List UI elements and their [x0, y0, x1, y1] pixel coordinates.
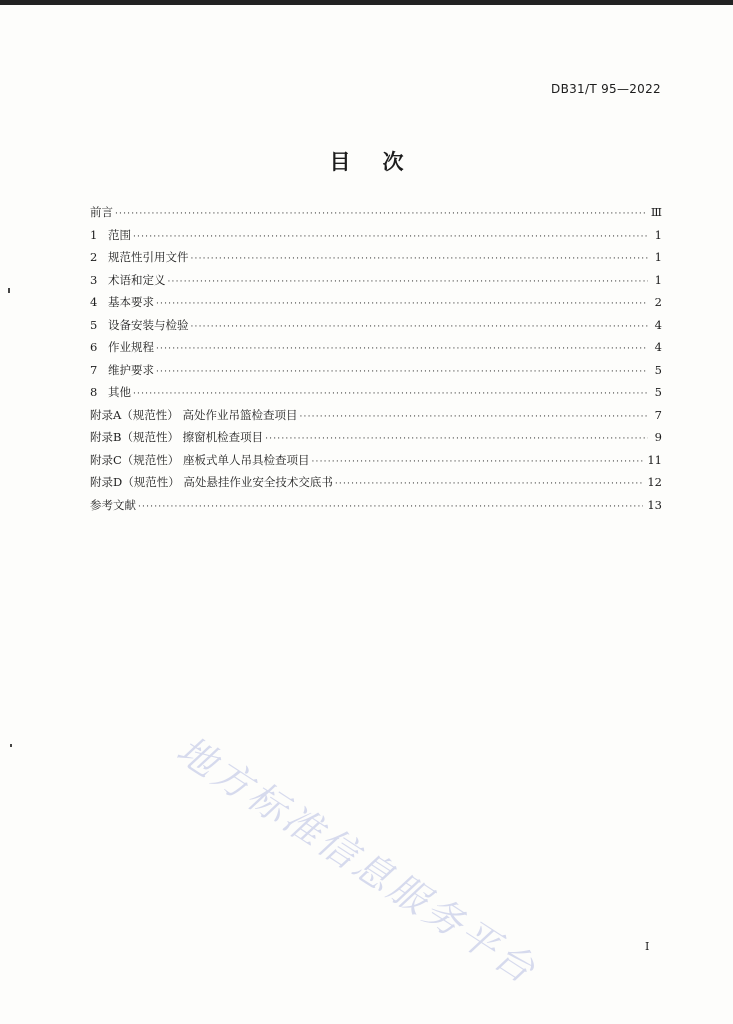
toc-leader-dots: [299, 412, 648, 422]
page-title-text: 目次: [329, 150, 436, 174]
toc-entry-text: 其他: [108, 385, 131, 399]
toc-leader-dots: [138, 502, 643, 512]
toc-entry-text: 术语和定义: [108, 272, 166, 287]
toc-entry-page: 4: [654, 317, 662, 332]
toc-entry-page: 7: [654, 407, 662, 422]
toc-entry[interactable]: [90, 249, 662, 272]
toc-entry-label: [90, 272, 168, 288]
toc-leader-dots: [335, 479, 643, 489]
toc-entry-number: 4: [90, 295, 98, 309]
scan-artifact: [10, 744, 12, 747]
toc-entry-page: 1: [654, 272, 662, 287]
toc-leader-dots: [156, 299, 648, 309]
toc-entry-page: 9: [654, 430, 662, 444]
toc-entry-page: 1: [654, 250, 662, 264]
toc-entry-number: 5: [90, 317, 98, 332]
toc-entry[interactable]: [90, 429, 662, 452]
toc-entry-page: 13: [647, 497, 662, 512]
toc-entry-text: 附录D（规范性） 高处悬挂作业安全技术交底书: [90, 475, 333, 489]
toc-entry-label: [90, 429, 265, 445]
toc-entry-text: 附录B（规范性） 擦窗机检查项目: [90, 430, 264, 444]
toc-entry[interactable]: [90, 384, 662, 407]
toc-entry-number: 2: [90, 250, 98, 264]
toc-leader-dots: [156, 367, 648, 377]
top-rule: [0, 0, 733, 5]
document-code: DB31/T 95—2022: [551, 82, 661, 96]
toc-entry-label: [90, 294, 156, 310]
toc-entry-number: 7: [90, 362, 98, 377]
toc-entry-number: 3: [90, 272, 98, 287]
watermark: 地方标准信息服务平台: [169, 727, 546, 994]
toc-entry[interactable]: [90, 452, 662, 475]
toc-entry[interactable]: [90, 317, 662, 340]
toc-leader-dots: [115, 209, 647, 219]
toc-entry-page: 5: [654, 385, 662, 399]
toc-entry-label: [90, 474, 335, 490]
toc-entry-label: [90, 227, 133, 243]
toc-entry-label: [90, 452, 311, 468]
toc-entry[interactable]: [90, 407, 662, 430]
toc-leader-dots: [133, 232, 648, 242]
toc-entry-label: [90, 384, 133, 400]
toc-entry[interactable]: [90, 227, 662, 250]
toc-entry-number: 6: [90, 340, 98, 354]
toc-entry-text: 维护要求: [108, 362, 154, 377]
toc-entry-text: 设备安装与检验: [108, 317, 189, 332]
toc-entry-page: 5: [654, 362, 662, 377]
toc-entry[interactable]: [90, 497, 662, 520]
toc-entry-label: [90, 497, 138, 513]
toc-entry-label: [90, 249, 191, 265]
toc-entry-number: 1: [90, 227, 98, 242]
toc-entry-text: 基本要求: [108, 295, 154, 309]
toc-entry-label: [90, 339, 156, 355]
toc-entry[interactable]: [90, 474, 662, 497]
toc-entry-text: 附录C（规范性） 座板式单人吊具检查项目: [90, 452, 310, 467]
toc-leader-dots: [311, 457, 643, 467]
toc-entry-page: 1: [654, 227, 662, 242]
toc-entry-label: [90, 317, 191, 333]
page-number: I: [645, 940, 650, 953]
toc-entry-page: Ⅲ: [650, 205, 662, 219]
toc-entry-label: [90, 407, 299, 423]
toc-entry[interactable]: [90, 294, 662, 317]
toc-entry-text: 范围: [108, 227, 131, 242]
page-title: [0, 146, 733, 176]
toc-entry-text: 前言: [90, 205, 113, 219]
toc-entry-page: 11: [647, 452, 662, 467]
toc-entry[interactable]: [90, 204, 662, 227]
toc-entry-text: 参考文献: [90, 497, 136, 512]
toc-leader-dots: [133, 389, 648, 399]
table-of-contents: [90, 204, 662, 519]
scan-artifact: [8, 288, 10, 293]
toc-entry-page: 4: [654, 340, 662, 354]
toc-entry-text: 规范性引用文件: [108, 250, 189, 264]
toc-entry[interactable]: [90, 339, 662, 362]
toc-entry-label: [90, 204, 115, 220]
toc-leader-dots: [191, 254, 649, 264]
toc-entry[interactable]: [90, 362, 662, 385]
toc-entry[interactable]: [90, 272, 662, 295]
toc-entry-page: 2: [654, 295, 662, 309]
toc-entry-number: 8: [90, 385, 98, 399]
toc-leader-dots: [156, 344, 648, 354]
toc-leader-dots: [168, 277, 649, 287]
toc-leader-dots: [191, 322, 649, 332]
toc-entry-label: [90, 362, 156, 378]
toc-leader-dots: [265, 434, 648, 444]
toc-entry-page: 12: [647, 475, 662, 489]
toc-entry-text: 作业规程: [108, 340, 154, 354]
toc-entry-text: 附录A（规范性） 高处作业吊篮检查项目: [90, 407, 298, 422]
